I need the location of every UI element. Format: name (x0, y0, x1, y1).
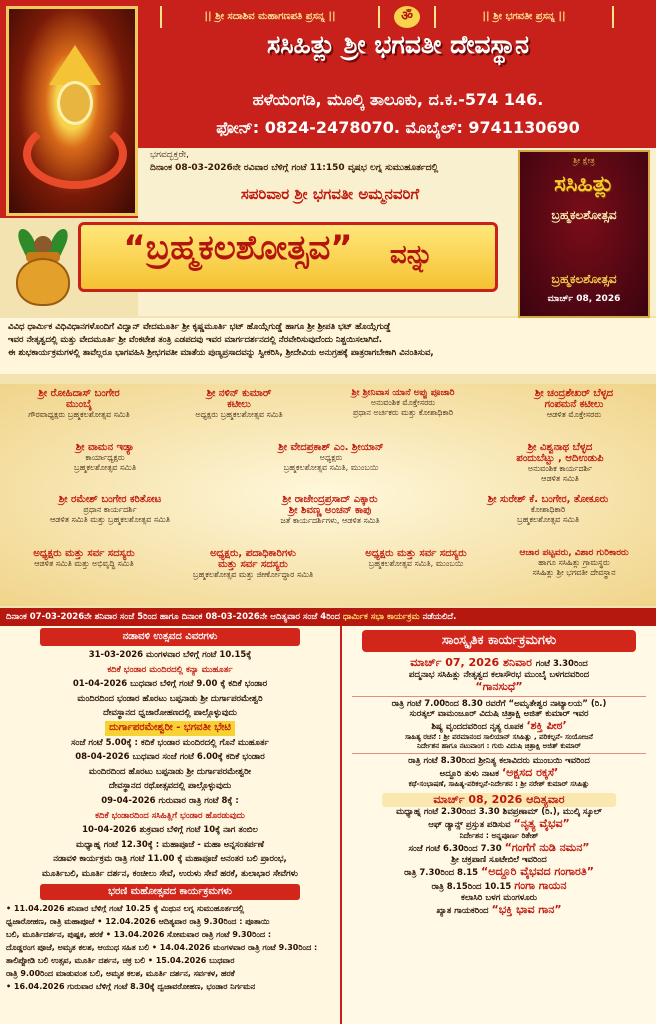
member-place: ಮುಂಬೈ (65, 399, 93, 410)
committee-member (20, 494, 200, 525)
divider (352, 696, 646, 697)
event-logo (518, 150, 650, 318)
temple-address: ಹಳೆಯಂಗಡಿ, ಮೂಲ್ಕಿ ತಾಲೂಕು, ದ.ಕ.-574 146. (252, 90, 544, 109)
member-name: ಅಧ್ಯಕ್ಷರು ಮತ್ತು ಸರ್ವ ಸದಸ್ಯರು (33, 548, 135, 559)
cultural-column (340, 626, 656, 1024)
member-role: ಅಧ್ಯಕ್ಷರು ಬ್ರಹ್ಮಕಲಶೋತ್ಸವ ಸಮಿತಿ (195, 410, 283, 419)
bharani-line: ಬಲಿ, ಮೂರ್ತಿದರ್ಶನ, ಪುಷ್ಪಕ, ಹರಕೆ • 13.04.2026 ಸೋಮವಾರ ರಾತ್ರಿ ಗಂಟೆ 9.30ರಿಂದ : (6, 929, 272, 939)
member-name: ಶ್ರೀ ಚಂದ್ರಶೇಖರ್ ಬೆಳ್ಳದ (534, 388, 614, 399)
member-name: ಅಧ್ಯಕ್ಷರು, ಪದಾಧಿಕಾರಿಗಳು (210, 548, 296, 559)
utsava-line: ಕದಿಕೆ ಭಂಡಾರದಿಂದ ಸಸಿಹಿತ್ಲಿಗೆ ಭಂಡಾರ ಹೊರಡುವುದು (95, 810, 245, 821)
member-name: ಶ್ರೀ ವೇದಪ್ರಕಾಶ್ ಎಂ. ಶ್ರೀಯಾನ್ (278, 442, 384, 453)
utsava-line: 10-04-2026 ಶುಕ್ರವಾರ ಬೆಳಿಗ್ಗೆ ಗಂಟೆ 10ಕ್ಕೆ ನಾಗ ತಂಬಿಲ (82, 825, 258, 836)
day1-date: ಮಾರ್ಚ್ 07, 2026 ಶನಿವಾರ (410, 656, 532, 669)
temple-title: ಸಸಿಹಿತ್ಲು ಶ್ರೀ ಭಗವತೀ ದೇವಸ್ಥಾನ (266, 30, 530, 59)
day1-time: ಗಂಟೆ 3.30ರಿಂದ (535, 659, 588, 669)
utsava-line: ಮಧ್ಯಾಹ್ನ ಗಂಟೆ 12.30ಕ್ಕೆ : ಮಹಾಪೂಜೆ - ಮಹಾ ಅನ್ನಸಂತರ್ಪಣೆ (75, 839, 264, 850)
utsava-line: 08-04-2026 ಬುಧವಾರ ಸಂಜೆ ಗಂಟೆ 6.00ಕ್ಕೆ ಕದಿಕೆ ಭಂಡಾರ (75, 752, 265, 763)
cultural-line: ಪದ್ಮನಾಭ ಸಸಿಹಿತ್ಲು ನೇತೃತ್ವದ ಕಲಾಸೌರಭ ಮುಂಬೈ ಬಳಗದವರಿಂದ (408, 670, 590, 680)
bharani-line: ಧ್ವಜಾರೋಹಣ, ರಾತ್ರಿ ಮಹಾಪೂಜೆ • 12.04.2026 ಆದಿತ್ಯವಾರ ರಾತ್ರಿ 9.30ರಿಂದ : ಪೂತಾಯಿ (6, 916, 270, 926)
cultural-line (342, 865, 656, 879)
utsava-line: ಮಂದಿರದಿಂದ ಹೊರಟು ಬಪ್ಪನಾಡು ಶ್ರೀ ದುರ್ಗಾಪರಮೇಶ್ವರೀ (88, 766, 252, 777)
om-icon: ॐ (394, 6, 420, 28)
member-role: ಗೌರವಾಧ್ಯಕ್ಷರು ಬ್ರಹ್ಮಕಲಶೋತ್ಸವ ಸಮಿತಿ (28, 410, 130, 419)
utsava-header: ನಡಾವಳಿ ಉತ್ಸವದ ವಿವರಗಳು (40, 628, 300, 646)
tag-ganapati: || ಶ್ರೀ ಸದಾಶಿವ ಮಹಾಗಣಪತಿ ಪ್ರಸನ್ನ || (160, 6, 380, 28)
vannu-suffix: ವನ್ನು (390, 240, 433, 270)
cultural-credit: ನಿರ್ದೇಶನ ಹಾಗೂ ನಟುವಾಂಗ : ಗುರು ವಿದುಷಿ ಚಿತ್ರಾಕ್ಷಿ ಅಜಿತ್ ಕುಮಾರ್ (417, 742, 581, 750)
member-name: ಅಧ್ಯಕ್ಷರು ಮತ್ತು ಸರ್ವ ಸದಸ್ಯರು (365, 548, 467, 559)
committee-member (448, 494, 648, 525)
member-name: ಶ್ರೀ ವಿಶ್ವನಾಥ ಬೆಳ್ಳದ (527, 442, 593, 453)
cultural-line: ಕಲಾಸಿರಿ ಬಳಗ ಮಂಗಳೂರು (461, 893, 537, 903)
utsava-line: 09-04-2026 ಗುರುವಾರ ರಾತ್ರಿ ಗಂಟೆ 8ಕ್ಕೆ : (101, 795, 239, 806)
member-role: ಅನುವಂಶಿಕ ಮೊಕ್ತೇಸರರು (370, 398, 436, 407)
member-role-2: ಬ್ರಹ್ಮಕಲಶೋತ್ಸವ ಸಮಿತಿ (73, 463, 137, 472)
cultural-line (342, 903, 656, 917)
program-name: ‘ಶಕ್ತಿ ಪೀಠ’ (526, 719, 567, 732)
cultural-header: ಸಾಂಸ್ಕೃತಿಕ ಕಾರ್ಯಕ್ರಮಗಳು (362, 630, 636, 652)
member-place: ಗಂಪಮನೆ ಕಟೀಲು (544, 399, 604, 410)
utsava-column (0, 626, 340, 1024)
member-role: ಬ್ರಹ್ಮಕಲಶೋತ್ಸವ ಸಮಿತಿ, ಮುಂಬಯಿ (368, 559, 464, 568)
logo-date: ಮಾರ್ಚ್ 08, 2026 (547, 294, 621, 304)
logo-subtitle: ಬ್ರಹ್ಮಕಲಶೋತ್ಸವ (551, 208, 617, 222)
divider (352, 753, 646, 754)
cultural-line (342, 766, 656, 780)
member-role-2: ಬ್ರಹ್ಮಕಲಶೋತ್ಸವ ಸಮಿತಿ (516, 515, 580, 524)
cultural-line (342, 719, 656, 733)
cultural-line: ರಾತ್ರಿ ಗಂಟೆ 8.30ರಿಂದ ಶ್ರೀನಿತ್ಯ ಕಲಾವಿದರು ಮುಂಬಯಿ ಇವರಿಂದ (408, 756, 590, 766)
committee-member (470, 442, 650, 484)
intro-line: ವಿವಿಧ ಧಾರ್ಮಿಕ ವಿಧಿವಿಧಾನಗಳೊಂದಿಗೆ ವಿದ್ವಾನ್ ವೇದಮೂರ್ತಿ ಶ್ರೀ ಕೃಷ್ಣಮೂರ್ತಿ ಭಟ್ ಹೊಯ್ಗೆಗುಡ್ಡೆ ಹಾಗೂ ಶ್ರೀ ಶ್ರೀಪತಿ ಭಟ್ ಹೊಯ್ಗೆಗುಡ್ಡೆ (8, 322, 391, 332)
intro-paragraph (0, 318, 656, 374)
member-role: ಕೋಶಾಧಿಕಾರಿ (530, 505, 566, 514)
brahmakalashotsava-title: “ಬ್ರಹ್ಮಕಲಶೋತ್ಸವ” (123, 228, 353, 268)
program-name: “ಅದ್ದೂರಿ ವೈಭವದ ಗಂಗಾರತಿ” (481, 865, 594, 878)
cultural-line: ಸುರತ್ಕಲ್ ವಾಮಂಜೂರ್ ವಿದುಷಿ ಚಿತ್ರಾಕ್ಷಿ ಅಜಿತ್ ಕುಮಾರ್ ಇವರ (409, 709, 589, 719)
member-name: ಶ್ರೀ ಸುರೇಶ್ ಕೆ. ಬಂಗೇರ, ತೋಕೂರು (487, 494, 609, 505)
member-role-2: ಪ್ರಧಾನ ಅರ್ಚಕರು ಮತ್ತು ಕೋಶಾಧಿಕಾರಿ (352, 408, 454, 417)
kalasha-icon (10, 222, 76, 310)
cultural-line: ಶ್ರೀ ಚಕ್ರಪಾಣಿ ಸೂಟೇಬಿಲೆ ಇವರಿಂದ (451, 855, 547, 865)
utsava-line: ಸಂಜೆ ಗಂಟೆ 5.00ಕ್ಕೆ : ಕದಿಕೆ ಭಂಡಾರ ಮಂದಿರದಲ್ಲಿ ಗೊನೆ ಮುಹೂರ್ತ (71, 737, 269, 748)
member-role: ಅಧ್ಯಕ್ಷರು (319, 453, 343, 462)
member-name: ಶ್ರೀ ರಮೇಶ್ ಬಂಗೇರ ಕರಿತೋಟ (58, 494, 162, 505)
utsava-highlight: ದುರ್ಗಾಪರಮೇಶ್ವರೀ - ಭಗವತೀ ಭೇಟಿ (105, 721, 235, 736)
sabha-notice-tail: ನಡೆಯಲಿದೆ. (422, 612, 457, 622)
bharani-line: ತಾಲಿಪ್ಪೋಡಿ ಬಲಿ ಉತ್ಸವ, ಮೂರ್ತಿ ದರ್ಶನ, ಚಕ್ರ ಬಲಿ • 15.04.2026 ಬುಧವಾರ (6, 955, 235, 965)
sabha-notice-bar (0, 608, 656, 626)
committee-member (494, 548, 654, 578)
committee-member (230, 494, 430, 526)
logo-name: ಸಸಿಹಿತ್ಲು (554, 172, 614, 197)
program-name: “ಭಕ್ತಿ ಭಾವ ಗಾನ” (491, 903, 562, 916)
utsava-line (2, 721, 338, 736)
utsava-line: ನಡಾವಳಿ ಕಾರ್ಯಕ್ರಮ ರಾತ್ರಿ ಗಂಟೆ 11.00 ಕ್ಕೆ ಮಹಾಪೂಜೆ ಅನಂತರ ಬಲಿ ಪ್ರಾರಂಭ, (53, 854, 287, 865)
member-name: ಆಚಾರ ಪಟ್ಟವರು, ವಿಶಾರ ಗುರಿಕಾರರು (519, 548, 629, 558)
member-name: ಶ್ರೀ ನಳಿನ್ ಕುಮಾರ್ (206, 388, 272, 399)
saparivara-line: ಸಪರಿವಾರ ಶ್ರೀ ಭಗವತೀ ಅಮ್ಮನವರಿಗೆ (240, 185, 420, 203)
program-name: “ಗಾನಸುಧೆ” (475, 680, 523, 693)
committee-member (496, 388, 652, 420)
utsava-list (0, 648, 340, 882)
program-name: “ಗಂಗೆಗೆ ನುಡಿ ನಮನ” (504, 841, 590, 854)
bharani-header: ಭರಣಿ ಮಹೋತ್ಸವದ ಕಾರ್ಯಕ್ರಮಗಳು (40, 884, 300, 900)
member-name-2: ಮತ್ತು ಸರ್ವ ಸದಸ್ಯರು (218, 559, 288, 570)
tag-bhagavati: || ಶ್ರೀ ಭಗವತೀ ಪ್ರಸನ್ನ || (434, 6, 614, 28)
salutation: ಭಗವದ್ಭಕ್ತರೇ, (150, 150, 190, 160)
committee-section (0, 384, 656, 606)
day1-title (342, 656, 656, 670)
logo-kshetra: ಶ್ರೀ ಕ್ಷೇತ್ರ (573, 156, 595, 165)
program-name: ‘ಅಕ್ಷಸದ ರಕ್ಕಸೆ’ (501, 766, 559, 779)
bharani-line: • 16.04.2026 ಗುರುವಾರ ಬೆಳಿಗ್ಗೆ ಗಂಟೆ 8.30ಕ್ಕೆ ದ್ವಜಾವರೋಹಣ, ಭಂಡಾರ ನಿರ್ಗಮನ (6, 981, 256, 991)
member-role-2: ಆಡಳಿತ ಸಮಿತಿ (541, 474, 579, 483)
member-role-2: ಬ್ರಹ್ಮಕಲಶೋತ್ಸವ ಸಮಿತಿ, ಮುಂಬಯಿ (283, 463, 379, 472)
member-name: ಶ್ರೀ ರೋಹಿದಾಸ್ ಬಂಗೇರ (38, 388, 120, 399)
committee-member (164, 388, 314, 420)
member-place: ಕಟೀಲು (227, 399, 251, 410)
utsava-line: ಮಂದಿರದಿಂದ ಭಂಡಾರ ಹೊರಟು ಬಪ್ಪನಾಡು ಶ್ರೀ ದುರ್ಗಾಪರಮೇಶ್ವರಿ (77, 693, 263, 704)
sabha-notice-text: ದಿನಾಂಕ 07-03-2026ನೇ ಶನಿವಾರ ಸಂಜೆ 5ರಿಂದ ಹಾಗೂ ದಿನಾಂಕ 08-03-2026ನೇ ಆದಿತ್ಯವಾರ ಸಂಜೆ 4ರಿಂದ (6, 612, 340, 622)
committee-member (336, 548, 496, 569)
program-name: ಗಂಗಾ ಗಾಯನ (514, 879, 567, 892)
cultural-text: ಶಿಷ್ಯ ವೃಂದದವರಿಂದ ನೃತ್ಯ ರೂಪಕ (431, 722, 524, 732)
deity-garland (23, 119, 127, 189)
committee-member (4, 548, 164, 569)
cultural-line: ಮಧ್ಯಾಹ್ನ ಗಂಟೆ 2.30ರಿಂದ 3.30 ಶಿವಪ್ರಣಾಮ್ (ರಿ.), ಮುಲ್ಕಿ ಸ್ಕೂಲ್ (396, 807, 602, 817)
sabha-highlight: ಧಾರ್ಮಿಕ ಸಭಾ ಕಾರ್ಯಕ್ರಮ (342, 612, 420, 622)
member-role: ಬ್ರಹ್ಮಕಲಶೋತ್ಸವ ಮತ್ತು ಜೀರ್ಣೋದ್ಧಾರ ಸಮಿತಿ (192, 570, 314, 579)
cultural-text: ಅದ್ದೂರಿ ತುಳು ನಾಟಕ (439, 769, 499, 779)
deity-photo (6, 6, 138, 216)
ceremony-date-line: ದಿನಾಂಕ 08-03-2026ನೇ ರವಿವಾರ ಬೆಳಿಗ್ಗೆ ಗಂಟೆ 11:150 ವೃಷಭ ಲಗ್ನ ಸುಮುಹೂರ್ತದಲ್ಲಿ (150, 163, 439, 173)
utsava-line: 31-03-2026 ಮಂಗಳವಾರ ಬೆಳಿಗ್ಗೆ ಗಂಟೆ 10.15ಕ್ಕೆ (88, 650, 252, 660)
bharani-line: ದೊಡ್ಡರಂಗ ಪೂಜೆ, ಅಮೃತ ಕಲಶ, ಆಯುಧ ಸಹಿತ ಬಲಿ • 14.04.2026 ಮಂಗಳವಾರ ರಾತ್ರಿ ಗಂಟೆ 9.30ರಿಂದ : (6, 942, 318, 952)
day2-title: ಮಾರ್ಚ್ 08, 2026 ಆದಿತ್ಯವಾರ (382, 793, 616, 807)
member-role: ಸಸಿಹಿತ್ಲು ಶ್ರೀ ಭಗವತೀ ದೇವಸ್ಥಾನ (532, 568, 616, 577)
cultural-line: ರಾತ್ರಿ ಗಂಟೆ 7.00ರಿಂದ 8.30 ರವರೆಗೆ “ಅಮೃತೇಶ್ವರ ನಾಟ್ಯಾಲಯ” (ರಿ.) (391, 699, 607, 709)
member-name: ಶ್ರೀ ವಾಮನ ಇಡ್ಯಾ (75, 442, 135, 453)
member-role: ಕಾರ್ಯಾಧ್ಯಕ್ಷರು (85, 453, 125, 462)
member-role: ಜತೆ ಕಾರ್ಯದರ್ಶಿಗಳು, ಆಡಳಿತ ಸಮಿತಿ (280, 516, 380, 525)
committee-member (30, 442, 180, 473)
logo-label: ಬ್ರಹ್ಮಕಲಶೋತ್ಸವ (551, 272, 617, 286)
cultural-text: ಆಫ್ ಡ್ಯಾನ್ಸ್ ಪ್ರಸ್ತುತ ಪಡಿಸುವ (428, 820, 511, 830)
utsava-line: ದೇವಸ್ಥಾನದ ರಥೋತ್ಸವದಲ್ಲಿ ಪಾಲ್ಗೊಳ್ಳುವುದು (108, 781, 232, 792)
cultural-text: ಖ್ಯಾತ ಗಾಯಕರಿಂದ (436, 906, 489, 916)
member-name-2: ಶ್ರೀ ಶಿವಣ್ಣ ಅಂಚನ್ ಕಾಪು (288, 505, 372, 516)
member-place: ಪಂದುಬೆಟ್ಟು , ಆದಿಉಡುಪಿ (516, 453, 604, 464)
member-role: ಆಡಳಿತ ಮೊಕ್ತೇಸರರು (546, 410, 602, 419)
intro-line: ಈ ಶುಭಕಾರ್ಯಕ್ರಮಗಳಲ್ಲಿ ತಾವೆಲ್ಲರೂ ಭಾಗವಹಿಸಿ ಶ್ರೀಭಗವತೀ ಮಾತೆಯ ಪುಣ್ಯಪ್ರಸಾದವನ್ನು ಸ್ವೀಕರಿಸಿ, ಶ್ರೀದೇವಿಯ ಅನುಗ್ರಹಕ್ಕೆ ಪಾತ್ರರಾಗಬೇಕಾಗಿ ವಿನಂತಿಸುವ, (8, 348, 434, 358)
member-role: ಪ್ರಧಾನ ಕಾರ್ಯದರ್ಶಿ (83, 505, 137, 514)
member-name: ಶ್ರೀ ರಾಜೇಂದ್ರಪ್ರಸಾದ್ ಎಕ್ಕಾರು (282, 494, 378, 505)
utsava-line: 01-04-2026 ಬುಧವಾರ ಬೆಳಿಗ್ಗೆ ಗಂಟೆ 9.00 ಕ್ಕೆ ಕದಿಕೆ ಭಂಡಾರ (72, 679, 268, 690)
utsava-line: ಕದಿಕೆ ಭಂಡಾರ ಮಂದಿರದಲ್ಲಿ ಕನ್ಯಾ ಮುಹೂರ್ತ (107, 664, 233, 675)
cultural-line (342, 841, 656, 855)
cultural-line (342, 817, 656, 831)
member-name: ಶ್ರೀ ಶ್ರೀನಿವಾಸ ಯಾನೆ ಅಪ್ಪು ಪೂಜಾರಿ (351, 388, 455, 398)
bharani-line: • 11.04.2026 ಶನಿವಾರ ಬೆಳಿಗ್ಗೆ ಗಂಟೆ 10.25 ಕ್ಕೆ ಮಿಥುನ ಲಗ್ನ ಸುಮುಹೂರ್ತದಲ್ಲಿ (6, 903, 245, 913)
bharani-line: ರಾತ್ರಿ 9.00ರಿಂದ ಮಾಡುವಂತ ಬಲಿ, ಅಮೃತ ಕಲಶ, ಮೂರ್ತಿ ದರ್ಶನ, ಸರ್ವಕಳ, ಹರಕೆ (6, 968, 235, 978)
cultural-credit: ನಿರ್ದೇಶನ : ಅನ್ನಪೂರ್ಣ ರಿತೇಶ್ (459, 831, 539, 840)
cultural-text: ರಾತ್ರಿ 8.15ರಿಂದ 10.15 (431, 882, 512, 892)
cultural-credit: ಸಾಹಿತ್ಯ ರಚನೆ : ಶ್ರೀ ಪರಮಾನಂದ ಸಾಲಿಯಾನ್ ಸಸಿಹಿತ್ಲು , ಪರಿಕಲ್ಪನೆ- ಸಂಯೋಜನೆ (405, 733, 593, 741)
intro-line: ಇವರ ನೇತೃತ್ವದಲ್ಲಿ ಮತ್ತು ವೇದಮೂರ್ತಿ ಶ್ರೀ ವೆಂಕಟೇಶ ತಂತ್ರಿ ಎಡಪದವು ಇವರ ಮಾರ್ಗದರ್ಶನದಲ್ಲಿ ನೆರವೇರಿಸುವುದೆಂದು ನಿಶ್ಚಯಿಸಲಾಗಿದೆ. (8, 335, 382, 345)
cultural-text: ಸಂಜೆ ಗಂಟೆ 6.30ರಿಂದ 7.30 (408, 844, 502, 854)
member-role-2: ಆಡಳಿತ ಸಮಿತಿ ಮತ್ತು ಬ್ರಹ್ಮಕಲಶೋತ್ಸವ ಸಮಿತಿ (50, 515, 170, 524)
utsava-line: ಮೂರ್ತಿಬಲಿ, ಮೂರ್ತಿ ದರ್ಶನ, ಕಂಚೀಲು ಸೇವೆ, ಉರುಳು ಸೇವೆ ಹರಕೆ, ತುಲಾಭಾರ ಸೇವೆಗಳು (42, 868, 298, 879)
cultural-line (342, 879, 656, 893)
temple-phones: ಫೋನ್: 0824-2478070. ಮೊಬೈಲ್: 9741130690 (216, 118, 580, 137)
member-name-2: ಹಾಗೂ ಸಸಿಹಿತ್ಲು ಗ್ರಾಮಸ್ಥರು (538, 558, 610, 567)
cultural-text: ರಾತ್ರಿ 7.30ರಿಂದ 8.15 (404, 868, 479, 878)
kalasha-pot (16, 258, 70, 306)
deity-crown (49, 45, 101, 85)
utsava-line: ದೇವಸ್ಥಾನದ ಧ್ವಜಾರೋಹಣದಲ್ಲಿ ಪಾಲ್ಗೊಳ್ಳುವುದು (103, 708, 237, 719)
cultural-credit: ಕಥೆ-ಸಂಭಾಷಣೆ, ಸಾಹಿತ್ಯ-ಪರಿಕಲ್ಪನೆ-ನಿರ್ದೇಶನ : ಶ್ರೀ ನರೇಶ್ ಕುಮಾರ್ ಸಸಿಹಿತ್ಲು (408, 780, 590, 788)
committee-member (4, 388, 154, 420)
program-name: “ನೃತ್ಯ ವೈಭವ” (513, 817, 570, 830)
bharani-list (0, 902, 340, 993)
member-role: ಆಡಳಿತ ಸಮಿತಿ ಮತ್ತು ಅಭಿವೃದ್ಧಿ ಸಮಿತಿ (34, 559, 134, 568)
committee-member (168, 548, 338, 580)
committee-member (318, 388, 488, 418)
member-role: ಅನುವಂಶಿಕ ಕಾರ್ಯದರ್ಶಿ (527, 464, 593, 473)
committee-member (236, 442, 426, 473)
